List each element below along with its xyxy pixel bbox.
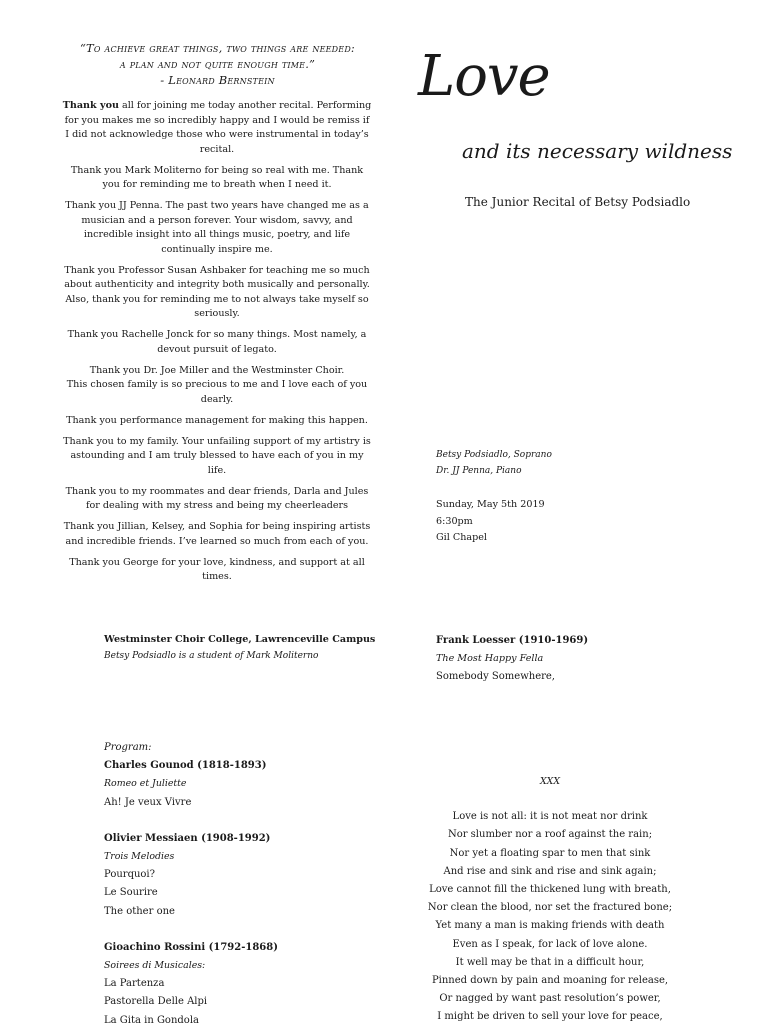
poem-line: Even as I speak, for lack of love alone. bbox=[452, 938, 648, 950]
thanks-item: Thank you George for your love, kindness, and support at all times. bbox=[69, 556, 365, 582]
event-date: Sunday, May 5th 2019 bbox=[436, 499, 545, 510]
program-piece: Le Sourire bbox=[104, 887, 158, 899]
thanks-item: Thank you performance management for making this happen. bbox=[66, 414, 368, 426]
performer-piano: Dr. JJ Penna, Piano bbox=[436, 466, 522, 476]
poem-line: I might be driven to sell your love for peace, bbox=[437, 1011, 663, 1023]
quote-line-2: a plan and not quite enough time.” bbox=[119, 57, 316, 71]
poem-line: Nor slumber nor a roof against the rain; bbox=[447, 829, 653, 841]
acknowledgements bbox=[62, 99, 372, 591]
poem-line: Pinned down by pain and moaning for release, bbox=[431, 975, 669, 987]
recital-title: Love bbox=[418, 44, 550, 109]
poem bbox=[420, 773, 680, 1027]
poem-line: Love is not all: it is not meat nor drink bbox=[452, 811, 648, 823]
program-composer: Charles Gounod (1818-1893) bbox=[104, 760, 267, 772]
thanks-intro-text: all for joining me today another recital. Performing for you makes me so incredibly happy and I would be remiss if I did not acknowledge those who were instrumental in today’s recital. bbox=[64, 100, 372, 155]
thanks-item: Thank you Jillian, Kelsey, and Sophia for being inspiring artists and incredible friends. I’ve learned so much from each of you. bbox=[63, 521, 371, 547]
event-time: 6:30pm bbox=[436, 515, 473, 527]
recital-name: The Junior Recital of Betsy Podsiadlo bbox=[465, 195, 691, 209]
program-piece: La Partenza bbox=[104, 978, 165, 990]
quote-attribution: - Leonard Bernstein bbox=[160, 73, 275, 87]
poem-numeral: XXX bbox=[539, 776, 561, 787]
event-place: Gil Chapel bbox=[436, 532, 487, 543]
poem-line: Or nagged by want past resolution’s power, bbox=[439, 993, 661, 1005]
thanks-item: Thank you Mark Moliterno for being so real with me. Thank you for reminding me to breath when I need it. bbox=[70, 164, 364, 190]
program-heading: Program: bbox=[104, 742, 152, 753]
program-piece: Ah! Je veux Vivre bbox=[104, 796, 192, 808]
poem-line: Love cannot fill the thickened lung with breath, bbox=[429, 884, 671, 896]
venue-info bbox=[104, 632, 375, 664]
performer-soprano: Betsy Podsiadlo, Soprano bbox=[436, 450, 552, 460]
program-composer: Frank Loesser (1910-1969) bbox=[436, 635, 589, 646]
program-work: Romeo et Juliette bbox=[104, 778, 187, 790]
program-composer: Gioachino Rossini (1792-1868) bbox=[104, 941, 278, 953]
program-work: The Most Happy Fella bbox=[436, 653, 544, 665]
program-piece: Pourquoi? bbox=[104, 869, 155, 881]
program-piece: Somebody Somewhere, bbox=[436, 671, 555, 683]
poem-line: Nor yet a floating spar to men that sink bbox=[449, 847, 651, 859]
thanks-item: Thank you Rachelle Jonck for so many things. Most namely, a devout pursuit of legato. bbox=[67, 329, 367, 355]
thanks-item: Thank you to my family. Your unfailing support of my artistry is astounding and I am truly blessed to have each of you in my life. bbox=[63, 435, 371, 476]
program-composer: Olivier Messiaen (1908-1992) bbox=[104, 832, 271, 844]
recital-subtitle: and its necessary wildness bbox=[462, 139, 733, 163]
poem-line: Nor clean the blood, nor set the fractured bone; bbox=[427, 902, 673, 914]
program-piece: Pastorella Delle Alpi bbox=[104, 996, 208, 1008]
program-piece: La Gita in Gondola bbox=[104, 1014, 199, 1026]
program-piece: The other one bbox=[104, 905, 175, 917]
performers bbox=[436, 447, 552, 479]
thanks-item: Thank you Professor Susan Ashbaker for teaching me so much about authenticity and integrity both musically and personally. Also, thank you for reminding me to not always take myself so seriously. bbox=[64, 264, 370, 319]
poem-line: It well may be that in a difficult hour, bbox=[455, 956, 645, 968]
thanks-intro-bold: Thank you bbox=[62, 100, 119, 111]
thanks-item: Thank you Dr. Joe Miller and the Westminster Choir. This chosen family is so precious to me and I love each of you dearly. bbox=[66, 364, 368, 405]
program-work: Soirees di Musicales: bbox=[104, 960, 206, 972]
venue-name: Westminster Choir College, Lawrenceville Campus bbox=[104, 634, 376, 645]
thanks-item: Thank you JJ Penna. The past two years have changed me as a musician and a person forever. Your wisdom, savvy, and incredible insight into all things music, poetry, and life continually inspire me. bbox=[65, 200, 369, 255]
thanks-intro bbox=[62, 99, 372, 157]
poem-line: Yet many a man is making friends with death bbox=[435, 920, 665, 932]
venue-note: Betsy Podsiadlo is a student of Mark Moliterno bbox=[104, 651, 319, 661]
program-list bbox=[104, 739, 278, 1030]
poem-line: And rise and sink and rise and sink again; bbox=[443, 865, 657, 877]
event-details bbox=[436, 497, 545, 547]
epigraph-quote bbox=[60, 40, 375, 88]
thanks-item: Thank you to my roommates and dear friends, Darla and Jules for dealing with my stress and being my cheerleaders bbox=[65, 485, 369, 511]
program-loesser bbox=[436, 632, 588, 687]
quote-line-1: “To achieve great things, two things are needed: bbox=[79, 41, 356, 55]
program-work: Trois Melodies bbox=[104, 851, 175, 863]
